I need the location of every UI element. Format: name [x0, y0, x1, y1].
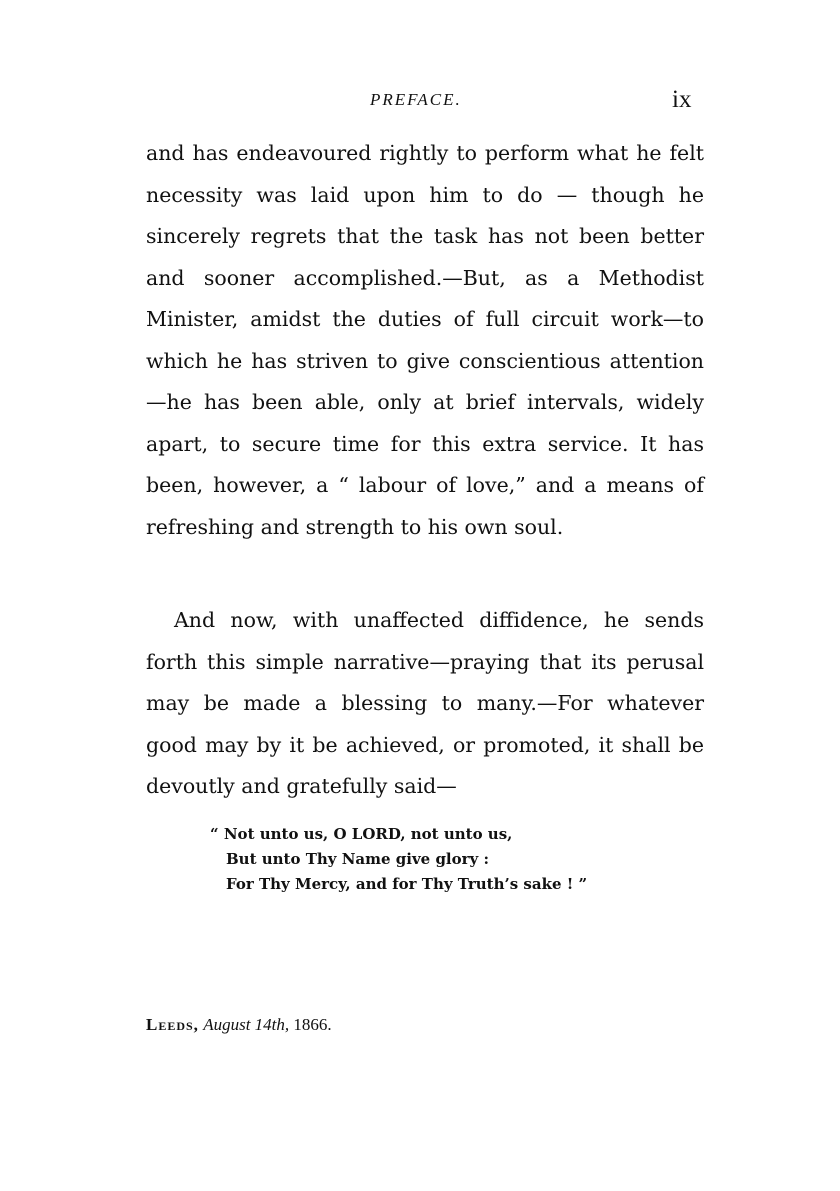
signoff-year: 1866. [293, 1015, 332, 1034]
running-title: PREFACE. [370, 90, 462, 109]
signoff-date: August 14th, [203, 1015, 290, 1034]
scripture-quote [210, 822, 587, 897]
paragraph-closing: And now, with unaffected diffidence, he sends forth this simple narrative—praying that its perusal may be made a blessing to many.—For whatever good may by it be achieved, or promoted, it shall be devoutly and gratefully said— [146, 608, 704, 798]
quote-line-3: For Thy Mercy, and for Thy Truth’s sake ! ” [226, 875, 588, 893]
signoff-place: Leeds, [146, 1015, 199, 1034]
paragraph-continuation: and has endeavoured rightly to perform what he felt necessity was laid upon him to do — though he sincerely regrets that the task has not been better and sooner accomplished.—But, as a Methodist Minister, amidst the duties of full circuit work—to which he has striven to give conscientious attention—he has been able, only at brief intervals, widely apart, to secure time for this extra service. It has been, however, a “ labour of love,” and a means of refreshing and strength to his own soul. [146, 141, 704, 539]
quote-line-2: But unto Thy Name give glory : [226, 850, 490, 868]
running-header [0, 86, 840, 116]
page-number: ix [672, 86, 692, 113]
signoff [146, 1015, 332, 1035]
quote-line-1: “ Not unto us, O LORD, not unto us, [210, 825, 513, 843]
